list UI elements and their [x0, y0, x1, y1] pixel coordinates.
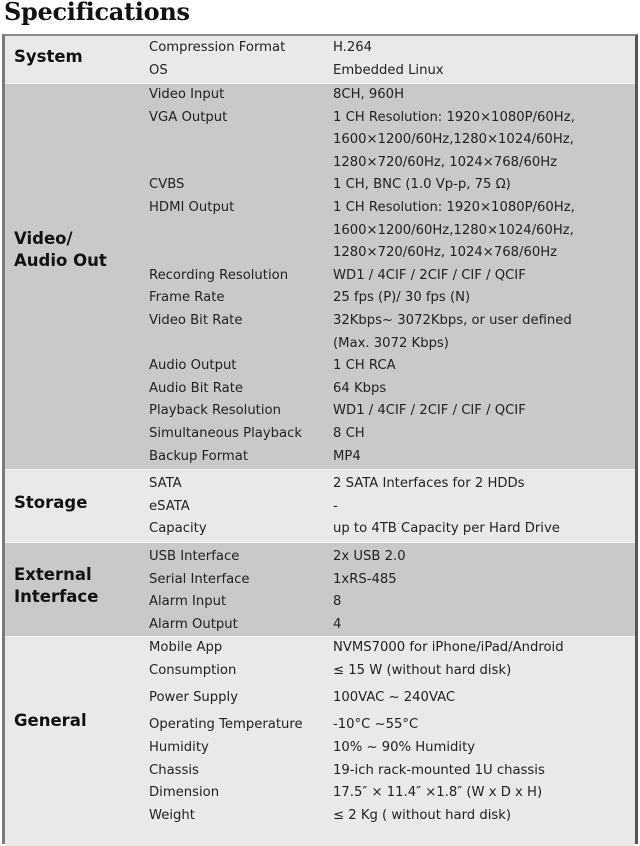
spec-label: Compression Format: [149, 40, 286, 55]
specifications-table: [2, 34, 638, 844]
spec-value: Embedded Linux: [333, 63, 444, 78]
spec-value: ≤ 2 Kg ( without hard disk): [333, 807, 512, 823]
spec-value: WD1 / 4CIF / 2CIF / CIF / QCIF: [333, 403, 526, 419]
spec-label: Serial Interface: [149, 571, 250, 587]
spec-value: ≤ 15 W (without hard disk): [333, 663, 512, 678]
spec-label: USB Interface: [149, 549, 240, 564]
section-title: Video/ Audio Out: [14, 229, 107, 270]
spec-label: Weight: [149, 807, 195, 823]
spec-label: HDMI Output: [149, 200, 235, 215]
spec-value: 1 CH Resolution: 1920×1080P/60Hz, 1600×1200/60Hz,1280×1024/60Hz, 1280×720/60Hz, 1024×768/60Hz: [333, 109, 575, 170]
spec-label: Video Bit Rate: [149, 313, 243, 328]
spec-value: 25 fps (P)/ 30 fps (N): [333, 290, 471, 306]
spec-value: -10°C ~55°C: [333, 717, 419, 732]
spec-value: 1 CH RCA: [333, 358, 396, 374]
spec-label: OS: [149, 63, 168, 78]
spec-label: Consumption: [149, 663, 237, 678]
section-title: System: [14, 47, 83, 66]
spec-label: Simultaneous Playback: [149, 426, 302, 441]
spec-value: 2 SATA Interfaces for 2 HDDs: [333, 476, 525, 491]
spec-value: 1 CH Resolution: 1920×1080P/60Hz, 1600×1200/60Hz,1280×1024/60Hz, 1280×720/60Hz, 1024×768/60Hz: [333, 200, 575, 261]
spec-value: 1 CH, BNC (1.0 Vp-p, 75 Ω): [333, 177, 511, 193]
spec-value: 2x USB 2.0: [333, 549, 406, 564]
spec-label: SATA: [149, 476, 182, 491]
spec-label: Humidity: [149, 740, 209, 755]
spec-value: 8CH, 960H: [333, 87, 404, 102]
spec-label: Backup Format: [149, 448, 249, 464]
section-general: [5, 636, 635, 846]
spec-value: 10% ~ 90% Humidity: [333, 740, 476, 755]
spec-value: 8 CH: [333, 426, 365, 441]
section-title: Storage: [14, 493, 88, 512]
page-title: Specifications: [4, 0, 190, 26]
spec-value: 100VAC ~ 240VAC: [333, 690, 456, 705]
spec-value: MP4: [333, 448, 361, 464]
spec-label: Playback Resolution: [149, 403, 281, 419]
spec-label: CVBS: [149, 177, 185, 193]
spec-label: Alarm Input: [149, 594, 227, 610]
spec-label: Capacity: [149, 521, 207, 537]
spec-value: 32Kbps~ 3072Kbps, or user defined (Max. 3072 Kbps): [333, 313, 572, 351]
section-title: General: [14, 711, 87, 730]
spec-label: VGA Output: [149, 109, 228, 125]
spec-label: Video Input: [149, 87, 225, 102]
spec-value: H.264: [333, 40, 373, 55]
section-video-audio-out: [5, 83, 635, 469]
spec-label: Recording Resolution: [149, 267, 289, 283]
spec-label: Audio Output: [149, 358, 237, 374]
spec-label: Audio Bit Rate: [149, 380, 243, 396]
spec-label: Chassis: [149, 762, 199, 778]
spec-label: eSATA: [149, 498, 190, 514]
spec-label: Operating Temperature: [149, 717, 303, 732]
section-external-interface: [5, 542, 635, 636]
spec-value: 8: [333, 594, 342, 610]
spec-label: Frame Rate: [149, 290, 225, 306]
section-system: [5, 36, 635, 83]
spec-label: Power Supply: [149, 690, 239, 705]
spec-value: 1xRS-485: [333, 571, 397, 587]
spec-value: 19-ich rack-mounted 1U chassis: [333, 762, 545, 778]
spec-value: 17.5″ × 11.4″ ×1.8″ (W x D x H): [333, 785, 543, 801]
spec-label: Alarm Output: [149, 616, 238, 632]
spec-label: Dimension: [149, 785, 220, 801]
spec-label: Mobile App: [149, 640, 223, 655]
section-storage: [5, 469, 635, 542]
section-title: External Interface: [14, 565, 99, 606]
spec-value: 64 Kbps: [333, 380, 387, 396]
spec-value: up to 4TB Capacity per Hard Drive: [333, 521, 560, 537]
spec-value: 4: [333, 616, 342, 632]
spec-value: WD1 / 4CIF / 2CIF / CIF / QCIF: [333, 267, 526, 283]
spec-value: -: [333, 498, 338, 514]
spec-value: NVMS7000 for iPhone/iPad/Android: [333, 640, 564, 655]
